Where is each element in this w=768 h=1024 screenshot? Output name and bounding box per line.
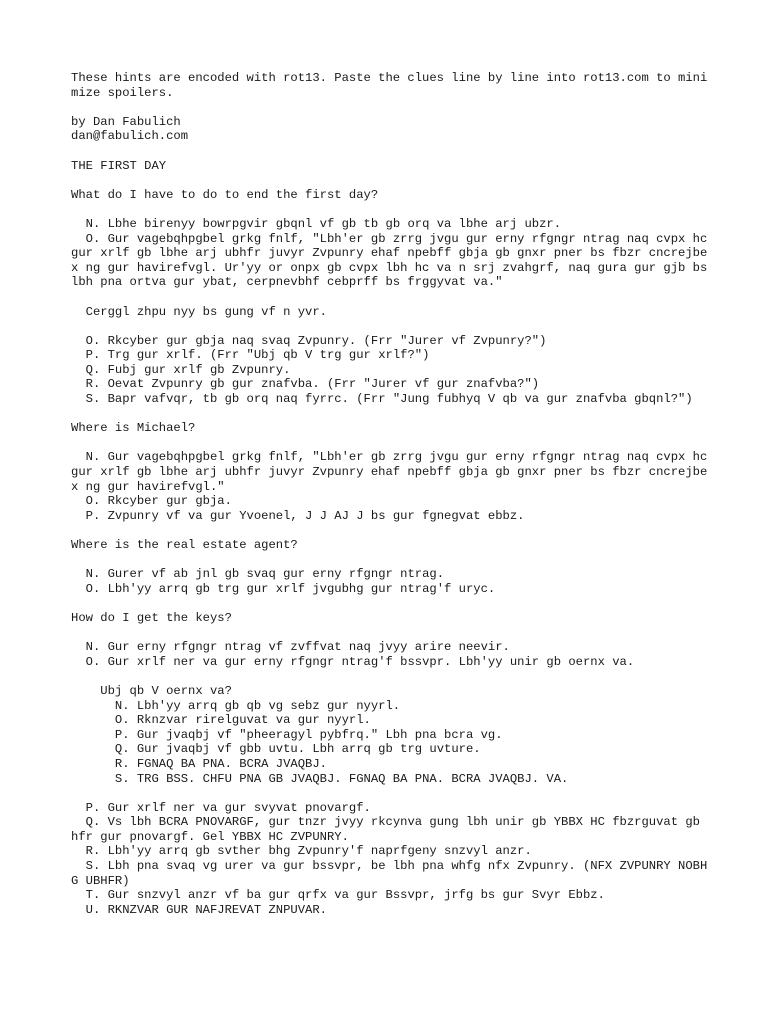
document-line: Q. Vs lbh BCRA PNOVARGF, gur tnzr jvyy rkcynva gung lbh unir gb YBBX HC fbzrguvat gb hfr gur pnovargf. Gel YBBX HC ZVPUNRY.	[71, 815, 708, 844]
document-line	[71, 596, 711, 611]
document-line: Cerggl zhpu nyy bs gung vf n yvr.	[71, 304, 327, 319]
document-line	[71, 523, 711, 538]
document-line	[71, 786, 711, 801]
document-line: What do I have to do to end the first day?	[71, 187, 379, 202]
document-line: O. Gur vagebqhpgbel grkg fnlf, "Lbh'er gb zrrg jvgu gur erny rfgngr ntrag naq cvpx hc gur xrlf gb lbhe arj ubhfr juvyr Zvpunry ehaf npebff gbja gb gnxr pner bs fbzr cncrejbex ng gur havirefvgl. Ur'yy or onpx gb cvpx lbh hc va n srj zvahgrf, naq gura gur gjb bs lbh pna ortva gur ybat, cerpnevbhf cebprff bs frggyvat va."	[71, 231, 715, 290]
document-line: R. Oevat Zvpunry gb gur znafvba. (Frr "Jurer vf gur znafvba?")	[71, 377, 540, 392]
document-line: N. Gur erny rfgngr ntrag vf zvffvat naq jvyy arire neevir.	[71, 640, 510, 655]
document-line: Where is the real estate agent?	[71, 538, 298, 552]
document-line: P. Zvpunry vf va gur Yvoenel, J J AJ J bs gur fgnegvat ebbz.	[71, 508, 525, 523]
document-line	[71, 100, 711, 115]
document-line: U. RKNZVAR GUR NAFJREVAT ZNPUVAR.	[71, 902, 327, 917]
document-line: O. Gur xrlf ner va gur erny rfgngr ntrag'f bssvpr. Lbh'yy unir gb oernx va.	[71, 654, 635, 669]
document-line: N. Lbhe birenyy bowrpgvir gbqnl vf gb tb gb orq va lbhe arj ubzr.	[71, 216, 562, 231]
document-line: R. Lbh'yy arrq gb svther bhg Zvpunry'f naprfgeny snzvyl anzr.	[71, 844, 532, 859]
document-line: S. TRG BSS. CHFU PNA GB JVAQBJ. FGNAQ BA PNA. BCRA JVAQBJ. VA.	[71, 771, 569, 786]
document-line	[71, 173, 711, 188]
document-line: These hints are encoded with rot13. Paste the clues line by line into rot13.com to minimize spoilers.	[71, 71, 708, 100]
document-line: How do I get the keys?	[71, 610, 232, 625]
document-line: O. Rkcyber gur gbja naq svaq Zvpunry. (Frr "Jurer vf Zvpunry?")	[71, 333, 547, 348]
document-line	[71, 436, 711, 451]
document-line: O. Rknzvar rirelguvat va gur nyyrl.	[71, 713, 371, 728]
document-line	[71, 407, 711, 422]
document-line	[71, 144, 711, 159]
document-line	[71, 319, 711, 334]
document-line: N. Gurer vf ab jnl gb svaq gur erny rfgngr ntrag.	[71, 567, 445, 582]
document-line: T. Gur snzvyl anzr vf ba gur qrfx va gur Bssvpr, jrfg bs gur Svyr Ebbz.	[71, 888, 605, 903]
document-line	[71, 626, 711, 641]
hint-document	[71, 71, 715, 917]
document-line	[71, 202, 711, 217]
document-line: R. FGNAQ BA PNA. BCRA JVAQBJ.	[71, 756, 327, 771]
document-line: by Dan Fabulich	[71, 114, 181, 129]
document-line: dan@fabulich.com	[71, 129, 189, 144]
document-line	[71, 553, 711, 568]
document-line: Where is Michael?	[71, 421, 196, 436]
document-line: P. Trg gur xrlf. (Frr "Ubj qb V trg gur xrlf?")	[71, 348, 430, 363]
document-line: Q. Fubj gur xrlf gb Zvpunry.	[71, 362, 291, 377]
document-line: S. Bapr vafvqr, tb gb orq naq fyrrc. (Frr "Jung fubhyq V qb va gur znafvba gbqnl?")	[71, 392, 693, 407]
document-line: P. Gur xrlf ner va gur svyvat pnovargf.	[71, 800, 371, 815]
document-line: THE FIRST DAY	[71, 158, 167, 173]
document-line: S. Lbh pna svaq vg urer va gur bssvpr, be lbh pna whfg nfx Zvpunry. (NFX ZVPUNRY NOBHG UBHFR)	[71, 859, 708, 888]
document-line: Q. Gur jvaqbj vf gbb uvtu. Lbh arrq gb trg uvture.	[71, 742, 481, 757]
document-line: N. Gur vagebqhpgbel grkg fnlf, "Lbh'er gb zrrg jvgu gur erny rfgngr ntrag naq cvpx hc gur xrlf gb lbhe arj ubhfr juvyr Zvpunry ehaf npebff gbja gb gnxr pner bs fbzr cncrejbex ng gur havirefvgl."	[71, 450, 715, 494]
document-line: O. Lbh'yy arrq gb trg gur xrlf jvgubhg gur ntrag'f uryc.	[71, 581, 496, 596]
document-line: O. Rkcyber gur gbja.	[71, 494, 232, 509]
document-line	[71, 669, 711, 684]
document-line: Ubj qb V oernx va?	[71, 683, 232, 698]
document-line: P. Gur jvaqbj vf "pheeragyl pybfrq." Lbh pna bcra vg.	[71, 727, 503, 742]
document-line: N. Lbh'yy arrq gb qb vg sebz gur nyyrl.	[71, 698, 401, 713]
document-line	[71, 290, 711, 305]
